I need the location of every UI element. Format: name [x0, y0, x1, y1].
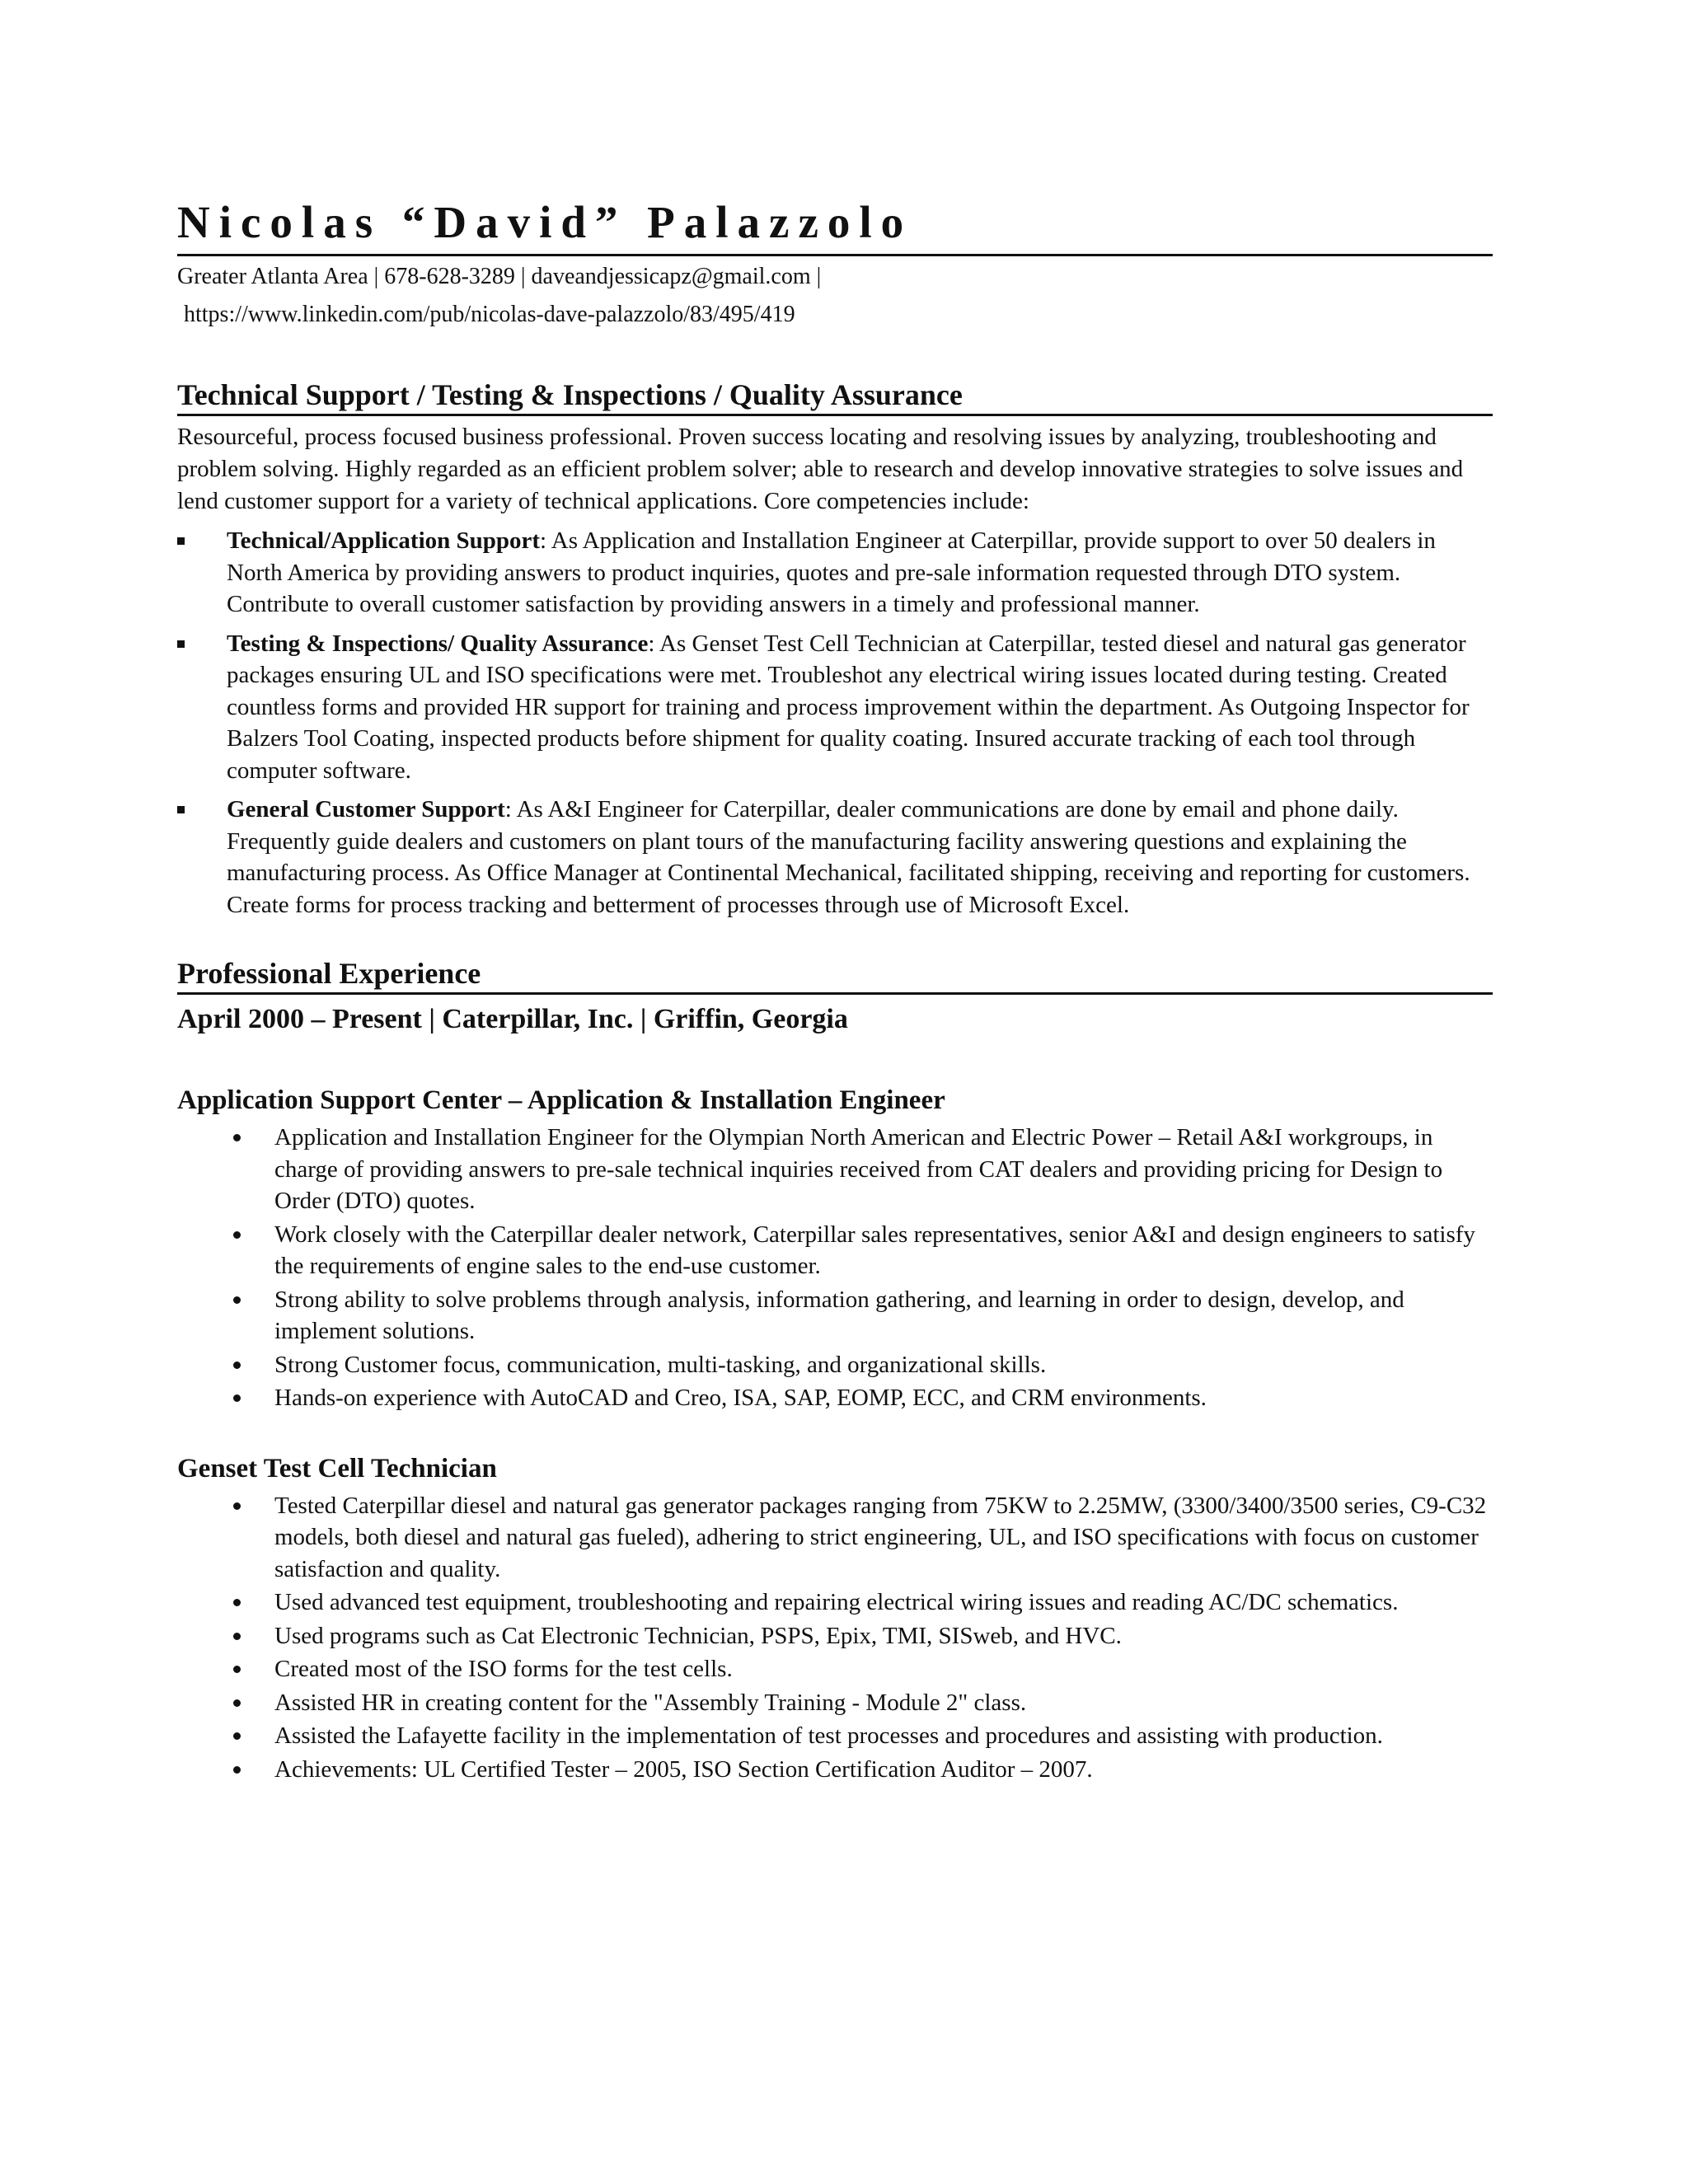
- summary-rule: [177, 414, 1493, 416]
- bullet-dot-icon: [233, 1766, 241, 1774]
- bullet-dot-icon: [233, 1231, 241, 1239]
- bullet-dot-icon: [233, 1361, 241, 1369]
- list-item: Hands-on experience with AutoCAD and Creo, ISA, SAP, EOMP, ECC, and CRM environments.: [177, 1382, 1493, 1414]
- competency-item: [177, 794, 1493, 921]
- summary-intro: Resourceful, process focused business professional. Proven success locating and resolving issues by analyzing, troubleshooting and problem solving. Highly regarded as an efficient problem solver; able to research and develop innovative strategies to solve issues and lend customer support for a variety of technical applications. Core competencies include:: [177, 424, 1464, 514]
- list-item: Assisted the Lafayette facility in the implementation of test processes and procedures and assisting with production.: [177, 1720, 1493, 1752]
- role-bullet-list: [177, 1490, 1493, 1786]
- competency-list: [177, 525, 1493, 921]
- square-bullet-icon: [177, 640, 185, 648]
- experience-section-title: Professional Experience: [177, 957, 481, 990]
- list-item: Used advanced test equipment, troubleshooting and repairing electrical wiring issues and reading AC/DC schematics.: [177, 1586, 1493, 1619]
- linkedin-url: https://www.linkedin.com/pub/nicolas-dave-palazzolo/83/495/419: [184, 302, 795, 327]
- square-bullet-icon: [177, 537, 185, 545]
- bullet-dot-icon: [233, 1699, 241, 1707]
- list-item: Application and Installation Engineer for the Olympian North American and Electric Power – Retail A&I workgroups, in charge of providing answers to pre-sale technical inquiries received from CAT dealers and providing pricing for Design to Order (DTO) quotes.: [177, 1122, 1493, 1217]
- competency-text: : As Genset Test Cell Technician at Caterpillar, tested diesel and natural gas generator packages ensuring UL and ISO specifications were met. Troubleshot any electrical wiring issues located during testing. Created countless forms and provided HR support for training and process improvement within the department. As Outgoing Inspector for Balzers Tool Coating, inspected products before shipment for quality coating. Insured accurate tracking of each tool through computer software.: [227, 630, 1470, 784]
- bullet-dot-icon: [233, 1394, 241, 1402]
- role-title: Application Support Center – Application & Installation Engineer: [177, 1085, 945, 1115]
- list-item: Used programs such as Cat Electronic Technician, PSPS, Epix, TMI, SISweb, and HVC.: [177, 1620, 1493, 1652]
- list-item: Assisted HR in creating content for the "Assembly Training - Module 2" class.: [177, 1687, 1493, 1719]
- bullet-dot-icon: [233, 1633, 241, 1640]
- name-rule: [177, 254, 1493, 256]
- contact-line-1: Greater Atlanta Area | 678-628-3289 | daveandjessicapz@gmail.com |: [177, 264, 822, 289]
- competency-text: : As A&I Engineer for Caterpillar, dealer communications are done by email and phone daily. Frequently guide dealers and customers on plant tours of the manufacturing facility answering questions and explaining the manufacturing process. As Office Manager at Continental Mechanical, facilitated shipping, receiving and reporting for customers. Create forms for process tracking and betterment of processes through use of Microsoft Excel.: [227, 796, 1470, 918]
- competency-item: [177, 628, 1493, 787]
- list-item: Achievements: UL Certified Tester – 2005, ISO Section Certification Auditor – 2007.: [177, 1754, 1493, 1786]
- bullet-dot-icon: [233, 1134, 241, 1141]
- resume-page: [177, 196, 1493, 1785]
- competency-text: : As Application and Installation Engineer at Caterpillar, provide support to over 50 dealers in North America by providing answers to product inquiries, quotes and pre-sale information requested through DTO system. Contribute to overall customer satisfaction by providing answers in a timely and professional manner.: [227, 527, 1436, 617]
- competency-heading: Testing & Inspections/ Quality Assurance: [227, 630, 649, 657]
- bullet-dot-icon: [233, 1296, 241, 1304]
- list-item: Tested Caterpillar diesel and natural gas generator packages ranging from 75KW to 2.25MW, (3300/3400/3500 series, C9-C32 models, both diesel and natural gas fueled), adhering to strict engineering, UL, and ISO specifications with focus on customer satisfaction and quality.: [177, 1490, 1493, 1586]
- role-bullet-list: [177, 1122, 1493, 1414]
- list-item: Strong ability to solve problems through analysis, information gathering, and learning in order to design, develop, and implement solutions.: [177, 1284, 1493, 1347]
- bullet-dot-icon: [233, 1502, 241, 1510]
- competency-item: [177, 525, 1493, 621]
- contact-info: [177, 258, 1493, 334]
- competency-heading: General Customer Support: [227, 796, 505, 823]
- bullet-dot-icon: [233, 1732, 241, 1740]
- candidate-name: Nicolas “David” Palazzolo: [177, 197, 913, 247]
- experience-rule: [177, 992, 1493, 995]
- job-dates-employer: April 2000 – Present | Caterpillar, Inc. | Griffin, Georgia: [177, 1004, 848, 1034]
- list-item: Created most of the ISO forms for the test cells.: [177, 1653, 1493, 1685]
- list-item: Work closely with the Caterpillar dealer network, Caterpillar sales representatives, senior A&I and design engineers to satisfy the requirements of engine sales to the end-use customer.: [177, 1219, 1493, 1282]
- role-title: Genset Test Cell Technician: [177, 1453, 497, 1483]
- competency-heading: Technical/Application Support: [227, 527, 541, 554]
- summary-section-title: Technical Support / Testing & Inspections / Quality Assurance: [177, 378, 963, 411]
- square-bullet-icon: [177, 806, 185, 813]
- list-item: Strong Customer focus, communication, multi-tasking, and organizational skills.: [177, 1349, 1493, 1381]
- bullet-dot-icon: [233, 1599, 241, 1606]
- bullet-dot-icon: [233, 1666, 241, 1673]
